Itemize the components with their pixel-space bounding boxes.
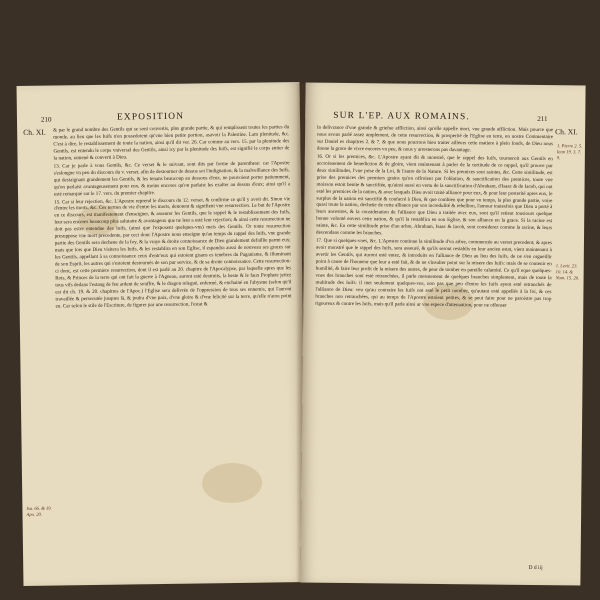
- right-page: [300, 83, 585, 586]
- running-head: EXPOSITION: [116, 111, 185, 123]
- margin-note: Isa. 66. & 19. Apo. 20.: [26, 505, 52, 517]
- page-body: [315, 125, 553, 311]
- chapter-label: Ch. XI.: [555, 127, 578, 137]
- paragraph: la delivrance d'vne grande & griefue affliction, ainsi qu'elle appelle mort, vne grande affliction. Mais pource que nous avons parlé assez amplement, de cette resurrection, & prosperité de l'Eglise en terre, en nostre Commentaire sur Daniel es chapitres 2. & 7. & que nous pourrons bien traiter ailleurs cette matiere à plein fonds, de Dieu nous donne la grace de vivre encores vn peu, & nous y arresterons pas davantage.: [316, 124, 554, 154]
- chapter-label: Ch. XI.: [23, 127, 46, 137]
- paragraph: & par le grand nombre des Gentils qui se sont convertis, plus grande partie, & qui remplissent toutes les parties du monde, au lieu que les Iuifs n'en possedoient qu'vne bien petite portion, asavoir la Palestine. Lam plenitude, &c. C'est à dire, le restablissement de toute la nation, ainsi qu'il dit ver. 26. Car comme au vers. 15. par la plenitude des Gentils, est entendu le corps vniversel des Gentils, ainsi icy par la plenitude des Iuifs, est signifié le corps entier de la nation, ramené & converti à Dieu.: [53, 124, 290, 162]
- paragraph: 13. Car je parle à vous Gentils, &c. Ce verset & le suivant, sont dits par forme de parenthese: car l'Apostre s'eslongne vn peu du discours du v. verset, afin de destourner de dessus soi l'indignation, & la malveillance des Iuifs, qui destaignant grandement les Gentils, & les tenans beaucoup au dessous d'eux, ne pouvoient porter patiemment, qu'on parlaist avantageusement pour eux, & moins encores qu'on parlaist les exalter au dessus d'eux; ainsi qu'il a esté remarqué sur le 17. vers. du premier chapitre.: [53, 159, 290, 198]
- paragraph: 16. Or si les premices, &c. L'Apostre ayant dit & monstré, que le rappel des Iuifs, tourneroit aux Gentils en accroissement de benediction & de gloire, vient maintenant à parler de la certitude de ce rappel, qu'il prouve par deux similitudes, l'vne prise de la Loi, & l'autre de la Nature. Si les premices sont saintes, &c. Cette similitude, est prise des premices des premiers grains qu'on offroient par l'oblation, & sanctification des premices, toute vne moisson estoit benite & sanctifiée, qu'ainsi aussi en vertu de la sanctification d'Abraham, d'Isaac & de Iacob, qui ont esté les premices de la nation, & avec lesquels Dieu avoit traité alliance pour eux, & pour leur posterité apres eux, le surplus de la nation est sanctifié & confacré à Dieu, & que combien que pour vn temps, la plus grande partie, voire quasi toute la nation, decheüe de cette alliance par son incredulité & rebellion, l'amour toutesfois que Dieu a porté à leurs ancestres, & la consideration de l'alliance que Dieu a traitée avec eux, sont qu'il retient tousiours quelque bonne volonté envers cette nation, & qu'il la restablira en son Eglise, & son alliance en la grace. Si la racine est sainte, &c. En cette similitude prise d'un arbre, Abraham, Isaac & Iacob, sont considerez comme la racine, & leurs descendans comme les branches.: [316, 153, 553, 237]
- page-number: 211: [537, 114, 548, 124]
- running-head: SUR L'EP. AUX ROMAINS.: [333, 110, 471, 123]
- paragraph: 15. Car si leur rejection, &c. L'Apostre reprend le discours du 12. verset, & confirme ce qu'il y avoit dit. Sinon vie d'entre les morts, &c. Ces termes de vie d'entre les morts, denotent & signifient vne resurrection. Le but de l'Apostre en ce discours, est manifestement d'enseigner, & asseurer les Gentils, que le rappel & le restablissement des Iuifs, leur sera encores beaucoup plus salutaire & avantageux que ne leur a esté leur rejection; & ainsi cette resurrection ne doit pas estre entendue des Iuifs, (ainsi que l'exposent quelques-vns) mais des Gentils. Or toute resurrection presuppose vne mort precedente, par ceci donc l'Apostre nous enseigne qu'au temps du rappel des Iuifs, vne grande partie des Gentils sera decheue de la foy, & la vraye & droite connoissance de Dieu grandement defaillie parmi eux; mais que lors que Dieu visitera les Iuifs, & les restablira en son Eglise, il espandra aussi de nouveau ses graces sur les Gentils, appellant à sa connoissance ceux d'entr'eux qui estoient gisans es tenebres du Paganisme, & illuminant de son Esprit, les autres qui s'estoient destournés de son pur service, & de sa droite connoissance. Cette resurrection-ci donc, est cette premiere resurrection, dont il est parlé au 20. chapitre de l'Apocalypse, par laquelle apres que les Rois, & Princes de la terre qui ont fait la guerre à l'Agneau, auront esté destruits, la beste & le faux Prophete jettez tous vifs dedans l'estang de feu ardent de souffre, & le dragon relegué, enfermé, & enchainé en l'abysme (selon qu'il est dit ch. 19. & 20. chapitres de l'Apoc.) l'Eglise sera delivrée de l'oppression de tous ses ennemis, qui l'auront travaillée & persecutée jusques là, & jouïra d'vne paix, d'vne gloire & d'vne felicité sur la terre, qu'elle n'aura point eu. Car selon le stile de l'Escriture, de figurer par une resurrection, l'estat &: [54, 195, 292, 310]
- left-page: [17, 82, 307, 586]
- page-number: 210: [40, 115, 52, 124]
- paragraph: 17. Que si quelques-vnes, &c. L'Apostre continue la similitude d'vn arbre, commencée au verset precedent; & apres avoir monstré que le rappel des Iuifs, sera asseuré, & qu'ils seront restablis en leur ancien estat, vient maintenant à avertir les Gentils, qui auront esté entez, & introduits en l'alliance de Dieu au lieu des Iuifs, de ne s'en orgueillir point à cause de l'honneur que leur a esté fait, & de ne s'insulter point sur la misere des Iuifs: mais de se contenir en humilité, & faire leur profit de la misere des autres, de peur de tomber en pareille calamité. Ce qu'il eque quelques-vnes des branches sont esté retranchées, il parle mesmement de quelques branches simplement, mais de toute la multitude des Iuifs: il met seulement quelques-vns, non pas que peu d'entre les Iuifs ayent esté retranchés de l'alliance de Dieu: veu qu'au contraire les Iuifs ont esté le petit nombre, qu'autant esté appellés à la foi, & ces branches non retranchées, qui au temps de l'Apostre estoient petites, & se peut faire pour ne paroistre pas trop rigoureux & contre les Iuifs, mais qu'il parle ainsi ar vne espece d'attenuation, pour ne offenser: [315, 237, 552, 309]
- margin-note: 1. Pierre 2. 5. Iean 19. 3. 7. 9.: [556, 143, 583, 161]
- signature-mark: D d iij: [528, 564, 543, 572]
- margin-note: 1. Levit. 23. 10. 14. & Nom. 15. 20.: [555, 263, 580, 281]
- page-body: [53, 124, 292, 311]
